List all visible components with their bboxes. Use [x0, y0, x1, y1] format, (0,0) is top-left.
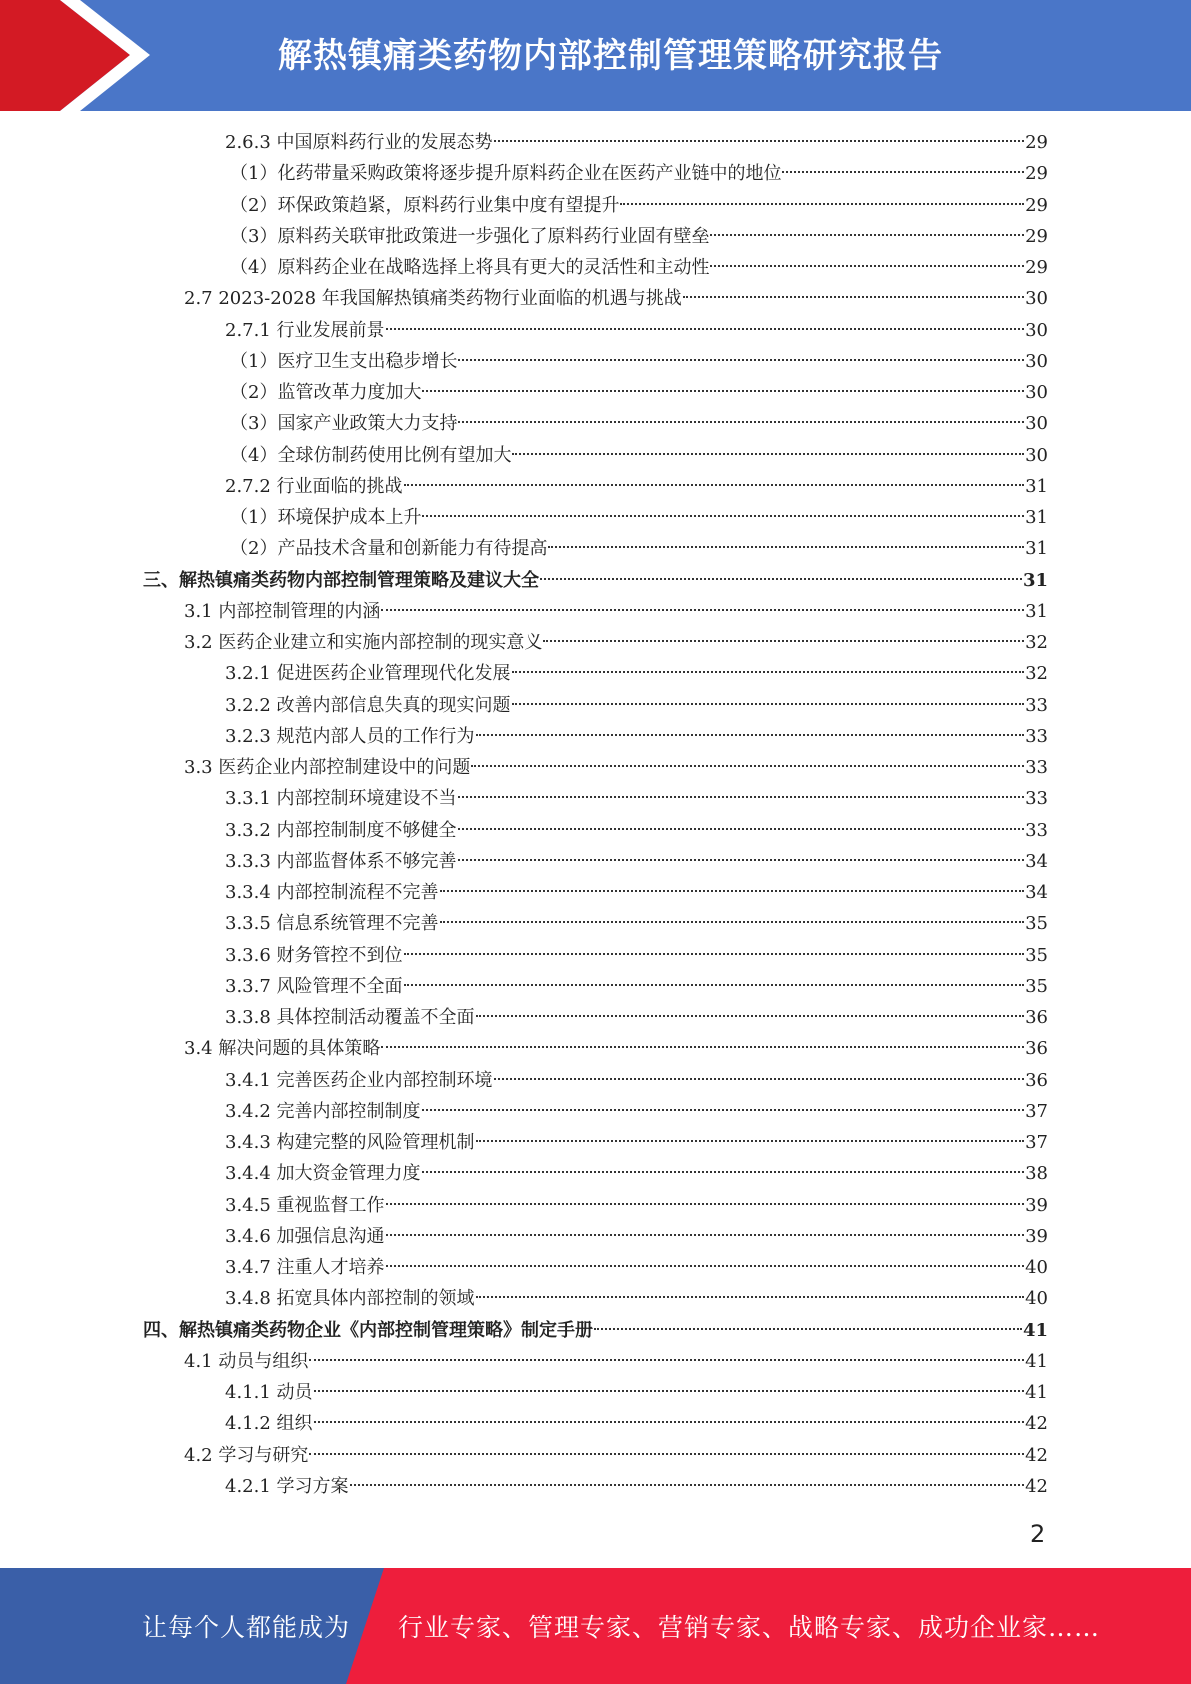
toc-entry-page: 35 — [1025, 975, 1048, 997]
toc-entry-title: 3.2 医药企业建立和实施内部控制的现实意义 — [184, 632, 543, 653]
toc-entry-page: 34 — [1025, 850, 1048, 872]
toc-entry-title: 3.2.1 促进医药企业管理现代化发展 — [225, 663, 511, 685]
toc-entry-title: 3.2.3 规范内部人员的工作行为 — [225, 725, 475, 747]
toc-entry[interactable] — [225, 1252, 1048, 1283]
toc-dot-leader — [309, 1453, 1024, 1455]
toc-dot-leader — [440, 890, 1025, 892]
toc-entry[interactable] — [184, 627, 1048, 658]
toc-entry[interactable] — [230, 502, 1048, 533]
toc-entry[interactable] — [230, 252, 1048, 283]
toc-entry[interactable] — [225, 1221, 1048, 1252]
toc-entry[interactable] — [230, 533, 1048, 564]
toc-entry-title: 2.6.3 中国原料药行业的发展态势 — [225, 132, 493, 153]
toc-entry[interactable] — [225, 127, 1048, 158]
toc-entry[interactable] — [230, 440, 1048, 471]
toc-dot-leader — [422, 515, 1024, 517]
toc-entry-page: 41 — [1025, 1350, 1048, 1372]
toc-entry-page: 36 — [1025, 1069, 1048, 1091]
toc-entry-title: 3.1 内部控制管理的内涵 — [184, 600, 381, 622]
toc-entry[interactable] — [225, 908, 1048, 939]
toc-dot-leader — [471, 765, 1024, 767]
toc-entry-title: 3.2.2 改善内部信息失真的现实问题 — [225, 694, 511, 716]
toc-dot-leader — [309, 1359, 1024, 1361]
toc-entry-page: 42 — [1025, 1413, 1048, 1435]
toc-entry-page: 36 — [1025, 1007, 1048, 1028]
report-title: 解热镇痛类药物内部控制管理策略研究报告 — [278, 36, 943, 76]
toc-entry[interactable] — [184, 1033, 1048, 1064]
toc-entry-title: 三、解热镇痛类药物内部控制管理策略及建议大全 — [143, 569, 539, 591]
toc-entry-title: （4）原料药企业在战略选择上将具有更大的灵活性和主动性 — [230, 257, 710, 278]
toc-entry-title: 2.7.2 行业面临的挑战 — [225, 475, 403, 497]
toc-entry-page: 31 — [1025, 600, 1048, 622]
toc-dot-leader — [381, 1046, 1024, 1048]
toc-entry-page: 33 — [1025, 788, 1048, 810]
toc-entry-title: 3.3.4 内部控制流程不完善 — [225, 882, 439, 903]
toc-dot-leader — [594, 1328, 1022, 1330]
toc-entry[interactable] — [225, 1127, 1048, 1158]
toc-entry[interactable] — [225, 1096, 1048, 1127]
toc-entry-title: 4.2.1 学习方案 — [225, 1475, 349, 1497]
toc-entry[interactable] — [230, 221, 1048, 252]
toc-entry-title: 4.2 学习与研究 — [184, 1444, 309, 1466]
toc-entry[interactable] — [184, 752, 1048, 783]
toc-entry[interactable] — [230, 408, 1048, 439]
toc-entry-page: 33 — [1025, 725, 1048, 747]
toc-dot-leader — [381, 609, 1024, 611]
toc-entry-title: （3）原料药关联审批政策进一步强化了原料药行业固有壁垒 — [230, 225, 710, 247]
toc-dot-leader — [494, 140, 1025, 142]
toc-entry-page: 31 — [1025, 507, 1048, 528]
toc-dot-leader — [548, 546, 1024, 548]
toc-entry-page: 36 — [1025, 1038, 1048, 1060]
toc-entry[interactable] — [225, 1377, 1048, 1408]
toc-dot-leader — [683, 296, 1024, 298]
footer-slogan-left: 让每个人都能成为 — [142, 1613, 351, 1642]
toc-entry-title: 3.3.8 具体控制活动覆盖不全面 — [225, 1007, 475, 1028]
toc-dot-leader — [386, 328, 1025, 330]
toc-dot-leader — [404, 984, 1025, 986]
toc-dot-leader — [386, 1234, 1025, 1236]
toc-entry[interactable] — [230, 158, 1048, 189]
toc-entry-page: 42 — [1025, 1475, 1048, 1497]
toc-dot-leader — [350, 1484, 1025, 1486]
toc-dot-leader — [404, 953, 1025, 955]
toc-entry-page: 29 — [1025, 163, 1048, 185]
toc-entry-page: 33 — [1025, 694, 1048, 716]
toc-dot-leader — [512, 453, 1024, 455]
toc-dot-leader — [620, 203, 1024, 205]
toc-entry-title: 3.3.5 信息系统管理不完善 — [225, 913, 439, 935]
toc-entry-page: 34 — [1025, 882, 1048, 903]
toc-dot-leader — [458, 359, 1024, 361]
toc-entry[interactable] — [184, 596, 1048, 627]
toc-entry[interactable] — [143, 1315, 1048, 1346]
toc-dot-leader — [543, 640, 1024, 642]
toc-entry-page: 33 — [1025, 819, 1048, 841]
toc-entry-title: （2）产品技术含量和创新能力有待提高 — [230, 538, 548, 560]
toc-entry-title: 2.7.1 行业发展前景 — [225, 319, 385, 341]
toc-dot-leader — [476, 1296, 1025, 1298]
toc-dot-leader — [540, 578, 1022, 580]
toc-entry[interactable] — [225, 1408, 1048, 1439]
toc-entry[interactable] — [225, 690, 1048, 721]
toc-entry-page: 30 — [1025, 444, 1048, 466]
toc-entry-page: 32 — [1025, 632, 1048, 653]
toc-dot-leader — [422, 1109, 1025, 1111]
toc-entry-page: 31 — [1025, 475, 1048, 497]
toc-entry-title: 3.4 解决问题的具体策略 — [184, 1038, 381, 1060]
footer-slogan-right: 行业专家、管理专家、营销专家、战略专家、成功企业家…… — [398, 1613, 1101, 1642]
toc-entry-page: 37 — [1025, 1132, 1048, 1153]
toc-dot-leader — [314, 1421, 1025, 1423]
toc-entry-title: 3.4.3 构建完整的风险管理机制 — [225, 1132, 475, 1153]
toc-dot-leader — [458, 421, 1024, 423]
toc-dot-leader — [386, 1265, 1025, 1267]
toc-dot-leader — [512, 671, 1025, 673]
toc-entry-page: 32 — [1025, 663, 1048, 685]
toc-dot-leader — [512, 703, 1025, 705]
footer-banner — [0, 1568, 1191, 1684]
toc-entry[interactable] — [225, 783, 1048, 814]
toc-entry-title: （1）化药带量采购政策将逐步提升原料药企业在医药产业链中的地位 — [230, 163, 782, 185]
toc-entry-title: 4.1.1 动员 — [225, 1382, 313, 1403]
toc-entry-page: 40 — [1025, 1288, 1048, 1310]
toc-entry[interactable] — [225, 1158, 1048, 1189]
toc-entry-page: 39 — [1025, 1225, 1048, 1247]
toc-entry-title: 3.3.7 风险管理不全面 — [225, 975, 403, 997]
toc-dot-leader — [476, 734, 1025, 736]
toc-entry-title: 3.4.4 加大资金管理力度 — [225, 1163, 421, 1185]
toc-entry-page: 37 — [1025, 1100, 1048, 1122]
toc-entry-page: 40 — [1025, 1257, 1048, 1278]
toc-entry[interactable] — [230, 190, 1048, 221]
toc-entry[interactable] — [225, 971, 1048, 1002]
toc-entry-title: 3.4.6 加强信息沟通 — [225, 1225, 385, 1247]
toc-entry-title: 4.1.2 组织 — [225, 1413, 313, 1435]
toc-entry-page: 29 — [1025, 225, 1048, 247]
toc-entry-page: 29 — [1025, 257, 1048, 278]
toc-dot-leader — [422, 1171, 1025, 1173]
toc-entry-page: 29 — [1025, 132, 1048, 153]
toc-dot-leader — [458, 859, 1025, 861]
toc-dot-leader — [476, 1015, 1025, 1017]
toc-entry-title: （2）环保政策趋紧，原料药行业集中度有望提升 — [230, 194, 620, 216]
toc-entry[interactable] — [225, 1065, 1048, 1096]
toc-dot-leader — [422, 390, 1024, 392]
toc-entry-title: 3.4.8 拓宽具体内部控制的领域 — [225, 1288, 475, 1310]
toc-entry[interactable] — [184, 1440, 1048, 1471]
toc-dot-leader — [782, 171, 1024, 173]
toc-entry-page: 30 — [1025, 350, 1048, 372]
toc-entry-title: （1）环境保护成本上升 — [230, 507, 422, 528]
toc-entry-title: 3.3.3 内部监督体系不够完善 — [225, 850, 457, 872]
toc-entry[interactable] — [225, 315, 1048, 346]
toc-entry-title: 3.3 医药企业内部控制建设中的问题 — [184, 757, 471, 778]
toc-entry-title: 3.3.1 内部控制环境建设不当 — [225, 788, 457, 810]
toc-entry-title: （2）监管改革力度加大 — [230, 382, 422, 403]
toc-entry[interactable] — [225, 1471, 1048, 1502]
toc-entry[interactable] — [230, 346, 1048, 377]
toc-entry-page: 30 — [1025, 382, 1048, 403]
toc-entry-page: 41 — [1022, 1319, 1048, 1341]
toc-entry-page: 39 — [1025, 1194, 1048, 1216]
toc-entry[interactable] — [225, 721, 1048, 752]
toc-entry-page: 38 — [1025, 1163, 1048, 1185]
toc-entry-page: 33 — [1025, 757, 1048, 778]
toc-entry-title: 四、解热镇痛类药物企业《内部控制管理策略》制定手册 — [143, 1319, 593, 1341]
toc-entry-title: 3.3.6 财务管控不到位 — [225, 944, 403, 966]
toc-entry[interactable] — [225, 1002, 1048, 1033]
toc-dot-leader — [404, 484, 1025, 486]
toc-entry[interactable] — [225, 846, 1048, 877]
toc-entry-title: 2.7 2023-2028 年我国解热镇痛类药物行业面临的机遇与挑战 — [184, 288, 682, 310]
toc-entry[interactable] — [143, 565, 1048, 596]
toc-entry-page: 31 — [1025, 538, 1048, 560]
toc-entry[interactable] — [225, 877, 1048, 908]
toc-entry-title: 3.4.1 完善医药企业内部控制环境 — [225, 1069, 493, 1091]
toc-dot-leader — [458, 828, 1025, 830]
toc-entry-page: 35 — [1025, 913, 1048, 935]
toc-dot-leader — [710, 234, 1024, 236]
toc-dot-leader — [314, 1390, 1025, 1392]
toc-dot-leader — [440, 921, 1025, 923]
toc-dot-leader — [476, 1140, 1025, 1142]
toc-entry-page: 31 — [1022, 569, 1048, 591]
toc-entry-title: 3.4.7 注重人才培养 — [225, 1257, 385, 1278]
page-number: 2 — [1030, 1520, 1046, 1548]
toc-entry-page: 29 — [1025, 194, 1048, 216]
toc-dot-leader — [458, 796, 1025, 798]
toc-dot-leader — [710, 265, 1024, 267]
toc-entry-page: 35 — [1025, 944, 1048, 966]
toc-entry[interactable] — [225, 658, 1048, 689]
toc-entry-title: （1）医疗卫生支出稳步增长 — [230, 350, 458, 372]
toc-entry-title: （4）全球仿制药使用比例有望加大 — [230, 444, 512, 466]
toc-entry-page: 30 — [1025, 319, 1048, 341]
header-banner — [0, 0, 1191, 111]
toc-entry-title: 3.3.2 内部控制制度不够健全 — [225, 819, 457, 841]
toc-entry[interactable] — [225, 471, 1048, 502]
toc-entry-page: 30 — [1025, 413, 1048, 435]
toc-dot-leader — [386, 1203, 1025, 1205]
toc-dot-leader — [494, 1078, 1025, 1080]
toc-entry-title: 3.4.2 完善内部控制制度 — [225, 1100, 421, 1122]
toc-entry-title: （3）国家产业政策大力支持 — [230, 413, 458, 435]
toc-entry[interactable] — [225, 815, 1048, 846]
toc-entry[interactable] — [184, 283, 1048, 314]
toc-entry[interactable] — [230, 377, 1048, 408]
toc-entry-page: 41 — [1025, 1382, 1048, 1403]
toc-entry[interactable] — [225, 940, 1048, 971]
toc-entry[interactable] — [225, 1283, 1048, 1314]
toc-entry-page: 30 — [1025, 288, 1048, 310]
toc-entry-page: 42 — [1025, 1444, 1048, 1466]
toc-entry-title: 4.1 动员与组织 — [184, 1350, 309, 1372]
toc-entry[interactable] — [184, 1346, 1048, 1377]
toc-entry-title: 3.4.5 重视监督工作 — [225, 1194, 385, 1216]
toc-entry[interactable] — [225, 1190, 1048, 1221]
